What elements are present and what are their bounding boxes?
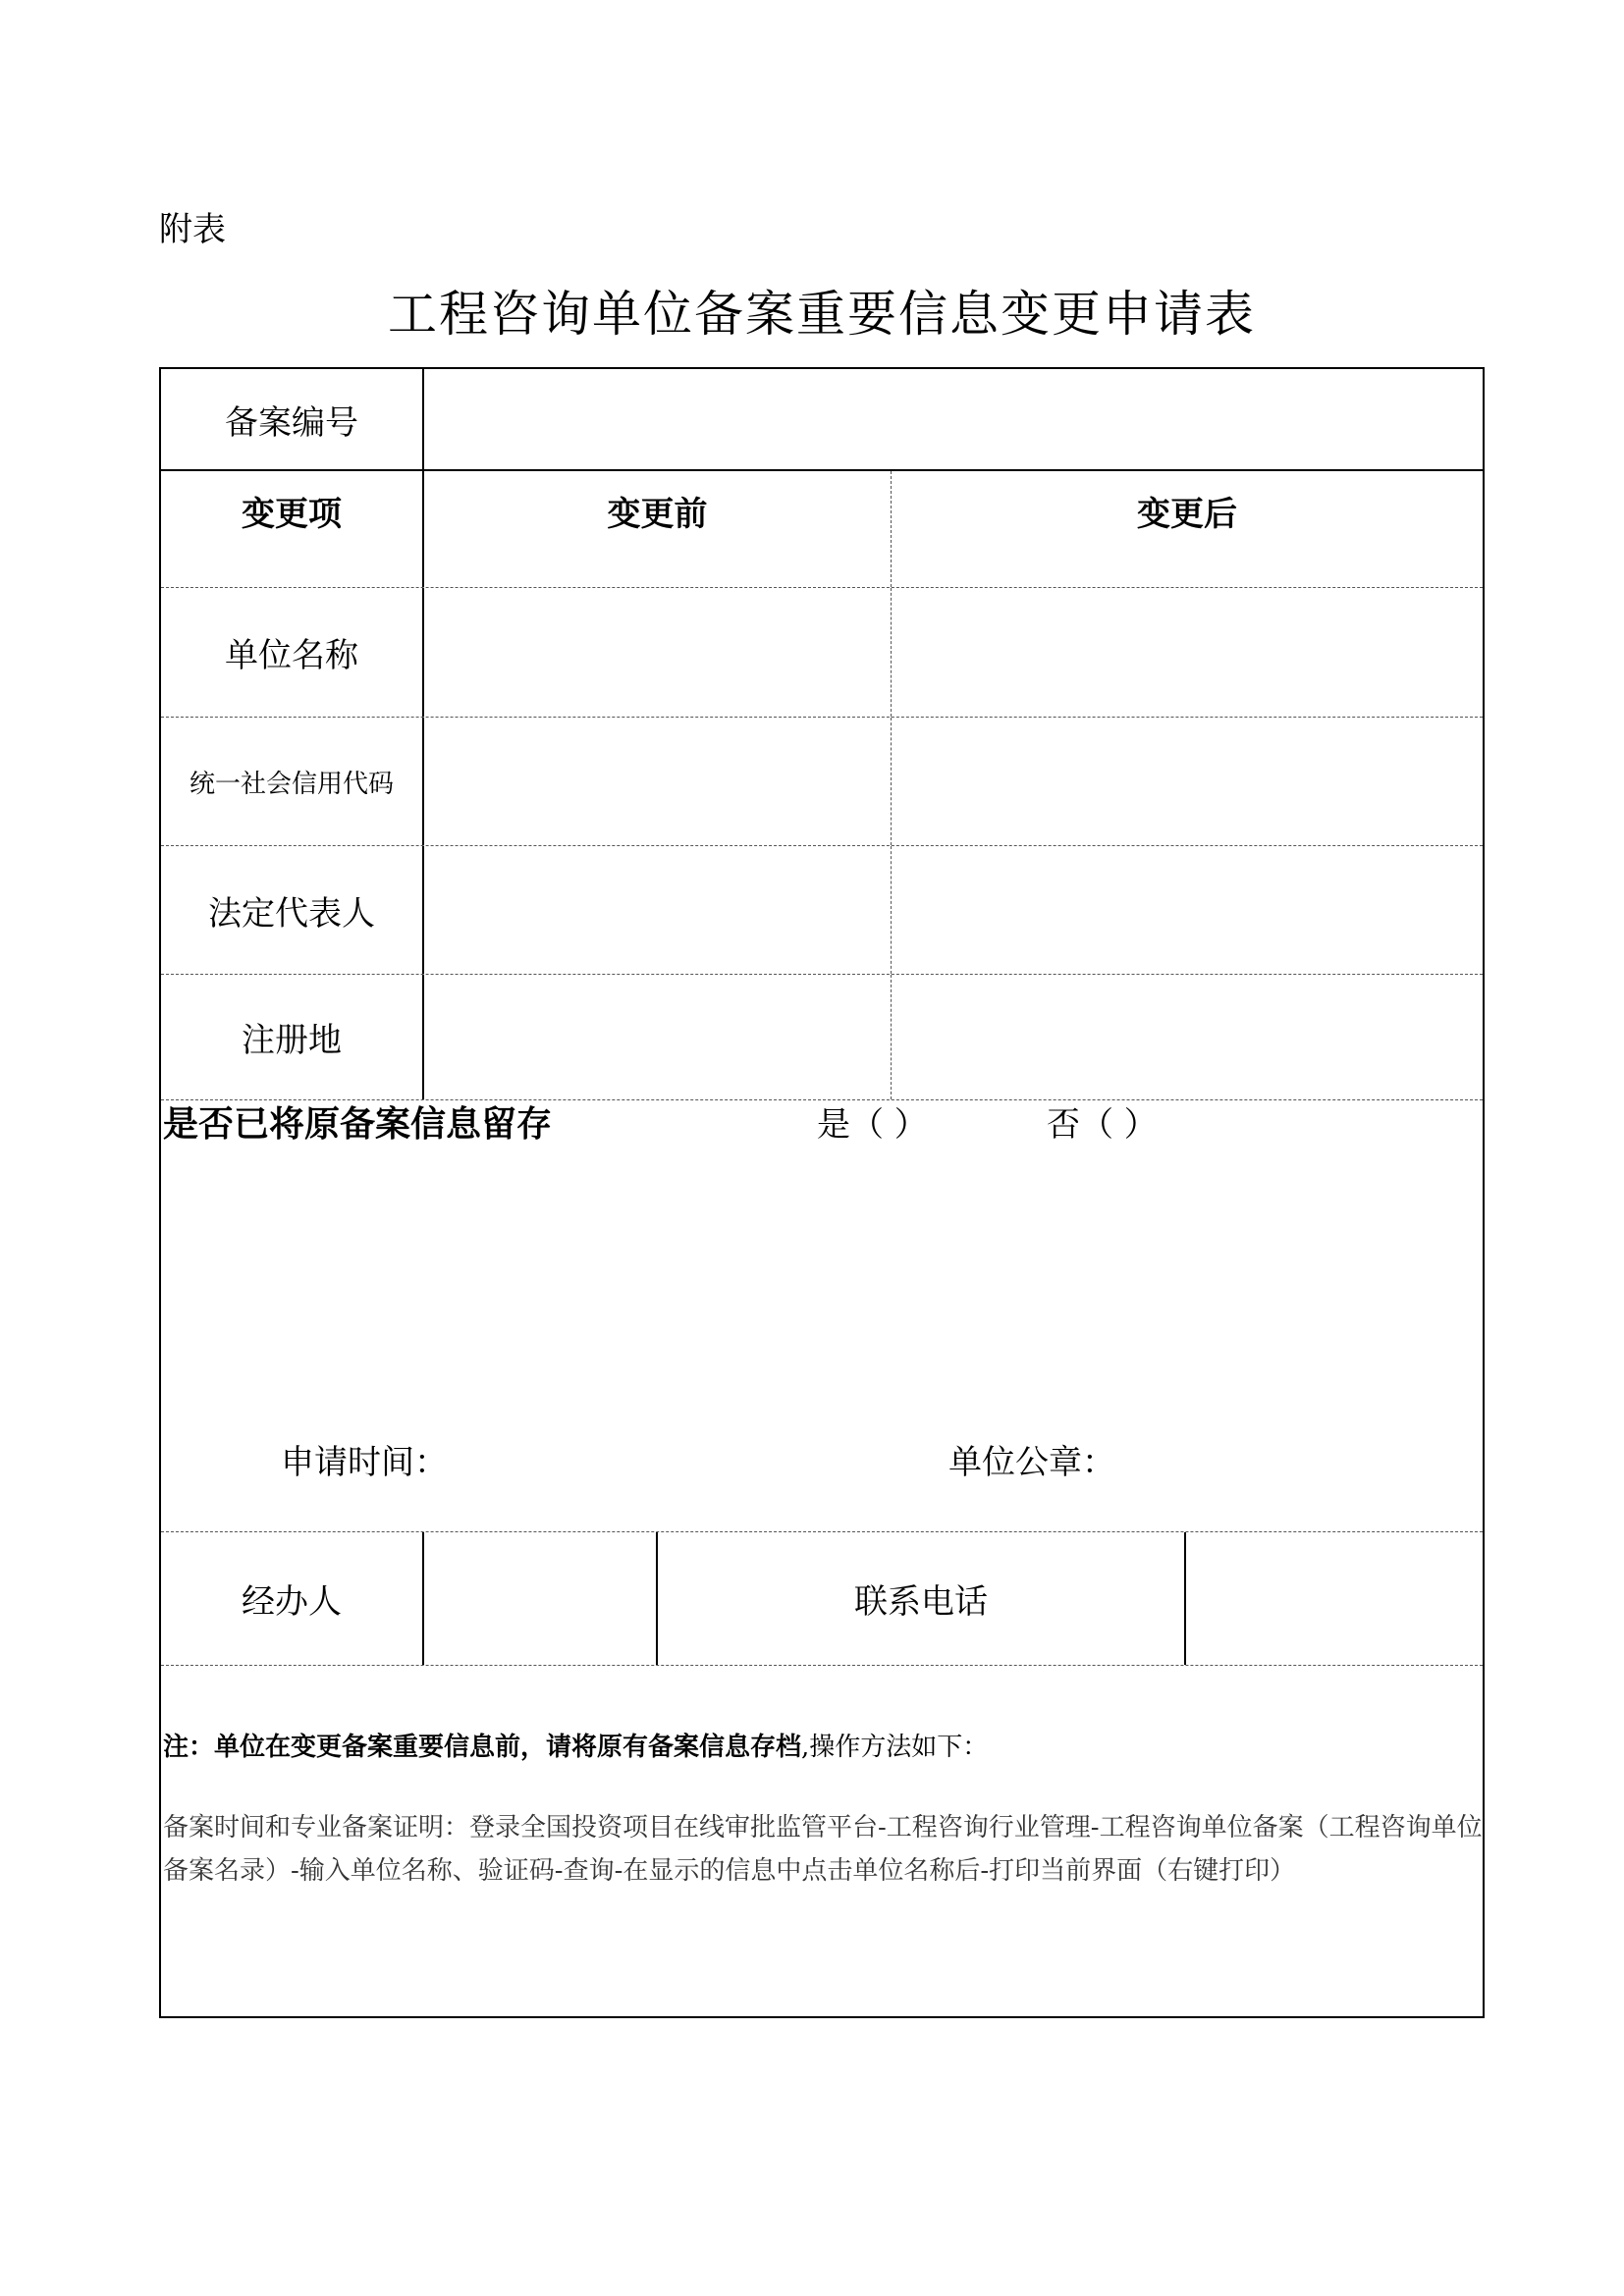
handler-field[interactable] — [422, 1532, 656, 1665]
row-label-credit-code: 统一社会信用代码 — [189, 769, 394, 799]
registered-address-before-field[interactable] — [422, 975, 891, 1099]
phone-label: 联系电话 — [656, 1532, 1184, 1665]
note-instructions: 备案时间和专业备案证明：登录全国投资项目在线审批监管平台-工程咨询行业管理-工程咨询单位备案（工程咨询单位备案名录）-输入单位名称、验证码-查询-在显示的信息中点击单位名称后-打印当前界面（右键打印） — [163, 1813, 1483, 1886]
note-heading — [163, 1730, 988, 1765]
apply-time-label: 申请时间： — [281, 1443, 448, 1482]
retain-section-divider — [161, 1099, 1483, 1100]
row-label-unit-name: 单位名称 — [225, 636, 358, 675]
filing-number-label: 备案编号 — [225, 402, 358, 443]
note-bold-text: 注：单位在变更备案重要信息前，请将原有备案信息存档 — [163, 1733, 802, 1762]
row-label-registered-address: 注册地 — [242, 1021, 342, 1060]
column-header-row — [161, 469, 1483, 587]
change-row-registered-address — [161, 974, 1483, 1099]
attachment-label: 附表 — [159, 210, 226, 249]
unit-name-before-field[interactable] — [422, 588, 891, 717]
legal-rep-after-field[interactable] — [891, 846, 1483, 974]
column-header-after: 变更后 — [891, 471, 1483, 587]
registered-address-after-field[interactable] — [891, 975, 1483, 1099]
legal-rep-before-field[interactable] — [422, 846, 891, 974]
phone-field[interactable] — [1184, 1532, 1483, 1665]
seal-label: 单位公章： — [948, 1443, 1115, 1482]
change-row-credit-code — [161, 717, 1483, 845]
unit-name-after-field[interactable] — [891, 588, 1483, 717]
note-section-divider — [161, 1665, 1483, 1666]
note-normal-text: ,操作方法如下： — [801, 1733, 989, 1762]
handler-row — [161, 1531, 1483, 1665]
filing-number-row — [161, 369, 1483, 469]
option-yes-checkbox[interactable]: 是（ ） — [817, 1105, 928, 1145]
filing-number-field[interactable] — [422, 369, 1483, 469]
credit-code-after-field[interactable] — [891, 718, 1483, 845]
row-label-legal-rep: 法定代表人 — [208, 893, 375, 934]
column-header-item: 变更项 — [242, 495, 342, 534]
column-header-before: 变更前 — [422, 471, 891, 587]
credit-code-before-field[interactable] — [422, 718, 891, 845]
application-form — [159, 367, 1485, 2018]
change-row-unit-name — [161, 587, 1483, 717]
form-title: 工程咨询单位备案重要信息变更申请表 — [388, 286, 1256, 343]
option-no-checkbox[interactable]: 否（ ） — [1047, 1105, 1158, 1145]
change-row-legal-rep — [161, 845, 1483, 974]
retain-question: 是否已将原备案信息留存 — [163, 1104, 553, 1145]
handler-label: 经办人 — [242, 1582, 342, 1622]
